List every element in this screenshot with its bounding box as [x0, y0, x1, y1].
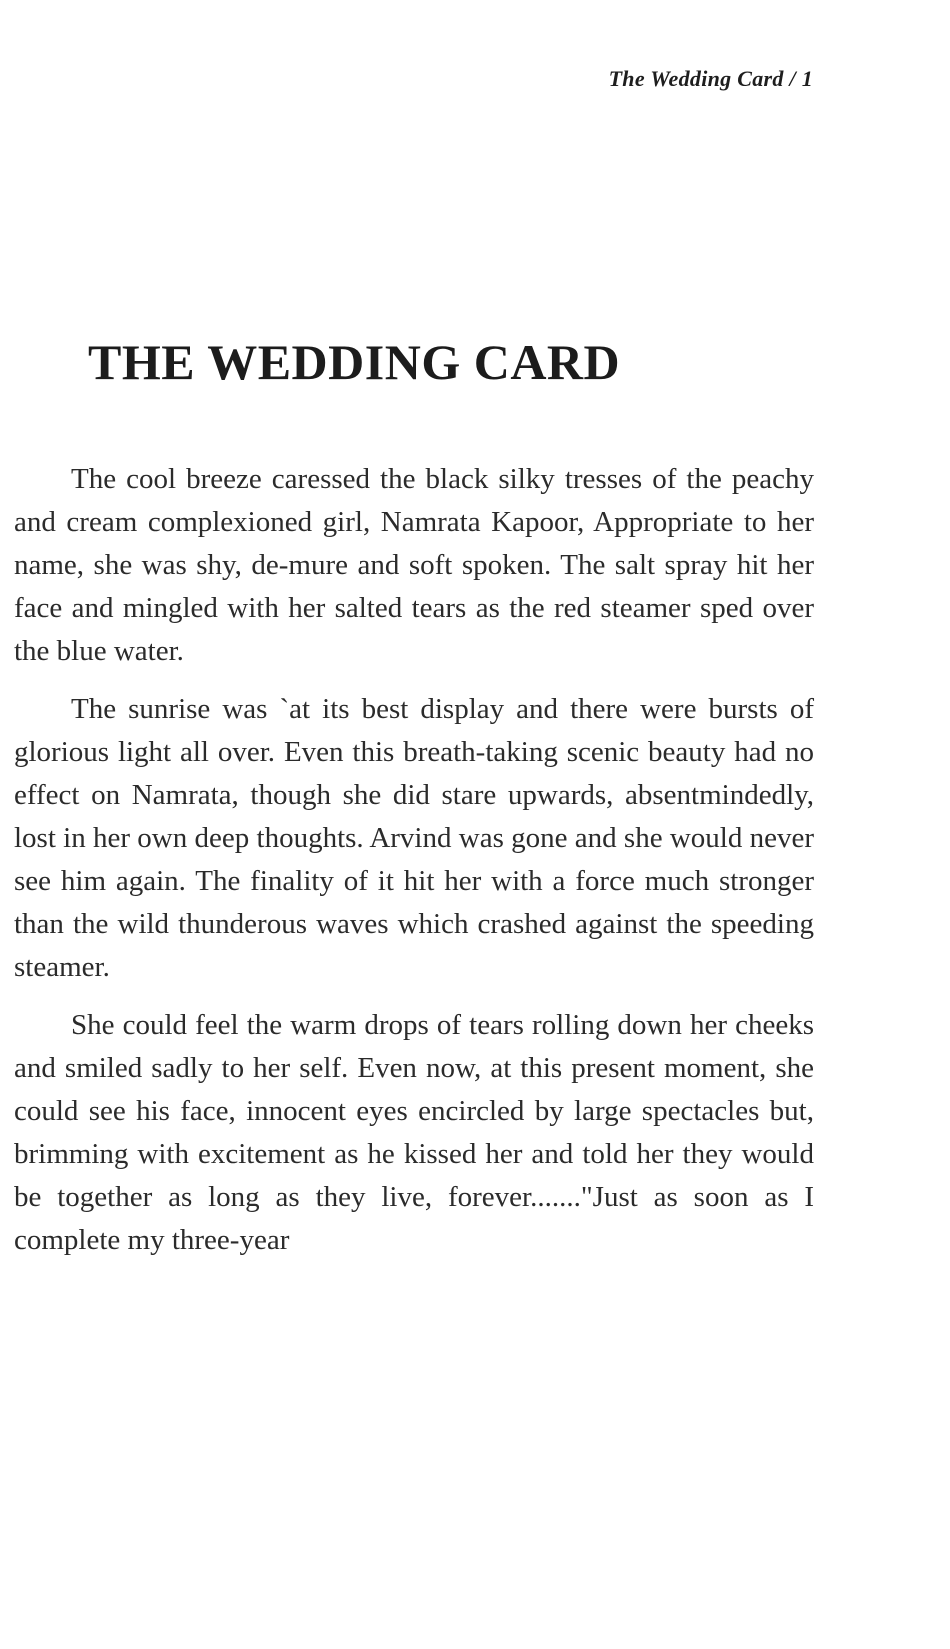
paragraph-2: The sunrise was `at its best display and there were bursts of glorious light all over. Even this breath-taking scenic beauty had no effect on Namrata, though she did stare upwards, absentmindedly, lost in her own deep thoughts. Arvind was gone and she would never see him again. The finality of it hit her with a force much stronger than the wild thunderous waves which crashed against the speeding steamer.	[14, 693, 814, 983]
body-text	[14, 458, 814, 1277]
paragraph-1: The cool breeze caressed the black silky tresses of the peachy and cream complexioned girl, Namrata Kapoor, Appropriate to her name, she was shy, de-mure and soft spoken. The salt spray hit her face and mingled with her salted tears as the red steamer sped over the blue water.	[14, 463, 814, 667]
running-head: The Wedding Card / 1	[608, 66, 813, 91]
chapter-title: THE WEDDING CARD	[88, 334, 621, 390]
paragraph-3: She could feel the warm drops of tears rolling down her cheeks and smiled sadly to her self. Even now, at this present moment, she could see his face, innocent eyes encircled by large spectacles but, brimming with excitement as he kissed her and told her they would be together as long as they live, forever......."Just as soon as I complete my three-year	[14, 1009, 814, 1256]
